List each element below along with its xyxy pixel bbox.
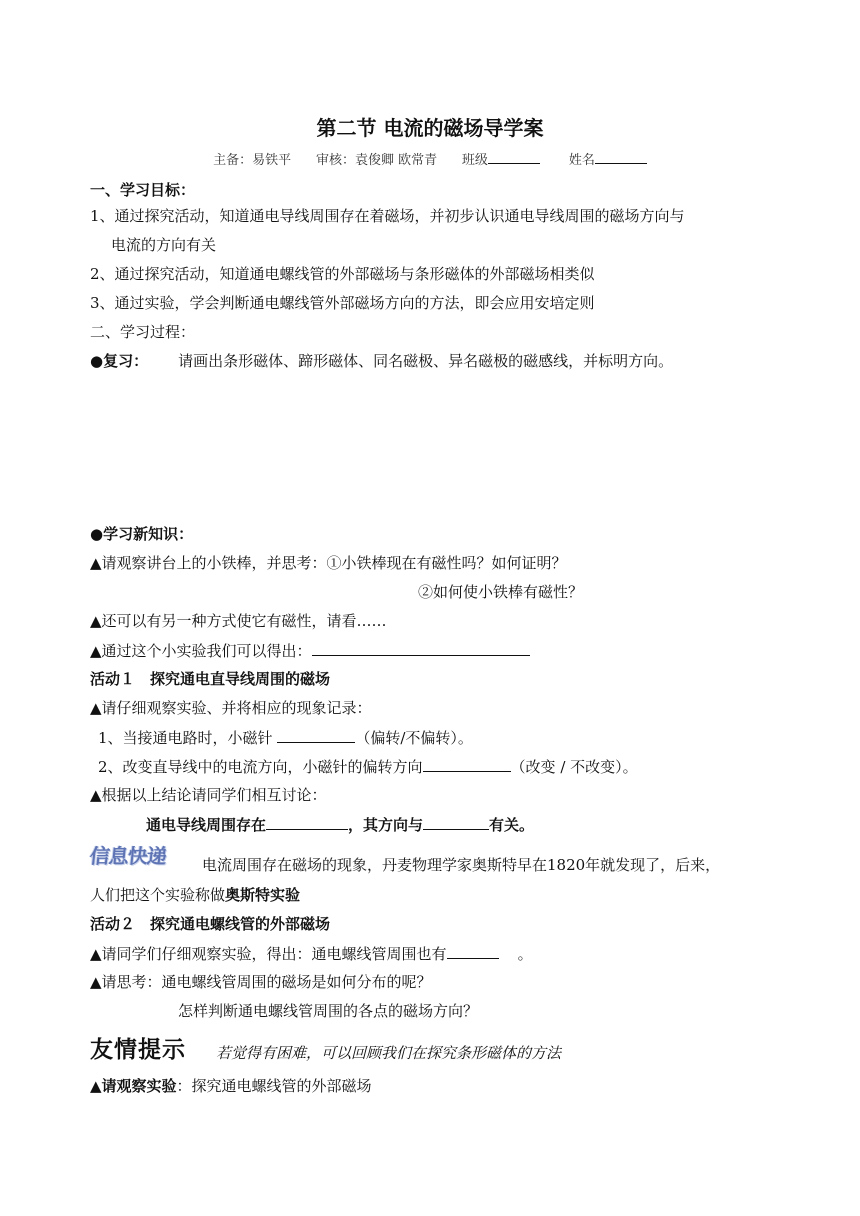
activity-2-q1-end: 。 [517,945,533,963]
goal-3: 3、通过实验，学会判断通电螺线管外部磁场方向的方法，即会应用安培定则 [90,294,595,312]
review-text: 请画出条形磁体、蹄形磁体、同名磁极、异名磁极的磁感线，并标明方向。 [178,352,674,370]
reviewer: 审核：袁俊卿 欧常青 [315,153,438,168]
question-1b: ②如何使小铁棒有磁性？ [418,583,584,601]
observe-text: ：探究通电螺线管的外部磁场 [176,1077,372,1095]
activity-2-q2: ▲请思考：通电螺线管周围的磁场是如何分布的呢？ [90,973,432,991]
new-knowledge-heading: ●学习新知识： [90,525,194,543]
conclusion-part-2: ，其方向与 [348,816,424,834]
friendly-tip-icon: 友情提示 [90,1036,186,1063]
info-line-2 [90,885,300,905]
review-label: ●复习： [90,352,149,370]
conclusion-blank-2[interactable] [423,814,489,830]
question-3-text: ▲通过这个小实验我们可以得出： [90,642,312,660]
observe-experiment [90,1076,372,1096]
activity-2-heading: 活动２ 探究通电螺线管的外部磁场 [90,915,331,933]
step-1-options: （偏转/不偏转）。 [355,729,473,747]
subtitle [0,149,860,168]
page-title: 第二节 电流的磁场导学案 [316,116,544,140]
activity-1-heading: 活动１ 探究通电直导线周围的磁场 [90,670,331,688]
question-1: ▲请观察讲台上的小铁棒，并思考：①小铁棒现在有磁性吗？如何证明？ [90,554,567,572]
class-blank[interactable] [488,151,540,164]
name-blank[interactable] [595,151,647,164]
activity-2-q2b: 怎样判断通电螺线管周围的各点的磁场方向？ [178,1002,479,1020]
question-3 [90,640,530,661]
tip-text: 若觉得有困难，可以回顾我们在探究条形磁体的方法 [216,1044,562,1062]
class-label: 班级 [461,153,488,168]
answer-blank-1[interactable] [312,640,530,656]
name-label: 姓名 [568,153,595,168]
step-1-text: 1、当接通电路时，小磁针 [98,729,273,747]
activity-2-q1-text: ▲请同学们仔细观察实验，得出：通电螺线管周围也有 [90,945,447,963]
info-line-2-text: 人们把这个实验称做 [90,886,226,904]
oersted-experiment: 奥斯特实验 [225,886,301,904]
conclusion-part-3: 有关。 [489,816,535,834]
step-2 [98,756,638,777]
info-line-1: 电流周围存在磁场的现象，丹麦物理学家奥斯特早在1820年就发现了，后来， [202,856,721,874]
goal-1-line2: 电流的方向有关 [111,236,217,254]
activity-2-q1 [90,943,533,964]
step-1-blank[interactable] [277,727,355,743]
process-heading: 二、学习过程： [90,323,196,341]
activity-1-instruction: ▲请仔细观察实验、并将相应的现象记录： [90,699,372,717]
goal-1-line1: 1、通过探究活动，知道通电导线周围存在着磁场，并初步认识通电导线周围的磁场方向与 [90,207,685,225]
conclusion [146,814,534,835]
goal-2: 2、通过探究活动，知道通电螺线管的外部磁场与条形磁体的外部磁场相类似 [90,265,595,283]
editor: 主备：易铁平 [213,153,292,168]
observe-label: ▲请观察实验 [90,1077,177,1095]
info-express-icon: 信息快递 [88,844,168,868]
activity-2-blank[interactable] [447,943,499,959]
question-2: ▲还可以有另一种方式使它有磁性，请看…… [90,612,387,630]
step-2-options: （改变 / 不改变）。 [510,758,638,776]
review [90,351,673,371]
discuss: ▲根据以上结论请同学们相互讨论： [90,786,327,804]
conclusion-part-1: 通电导线周围存在 [146,816,267,834]
step-2-text: 2、改变直导线中的电流方向，小磁针的偏转方向 [98,758,423,776]
step-2-blank[interactable] [423,756,511,772]
conclusion-blank-1[interactable] [266,814,348,830]
step-1 [98,727,473,748]
goals-heading: 一、学习目标： [90,181,196,199]
